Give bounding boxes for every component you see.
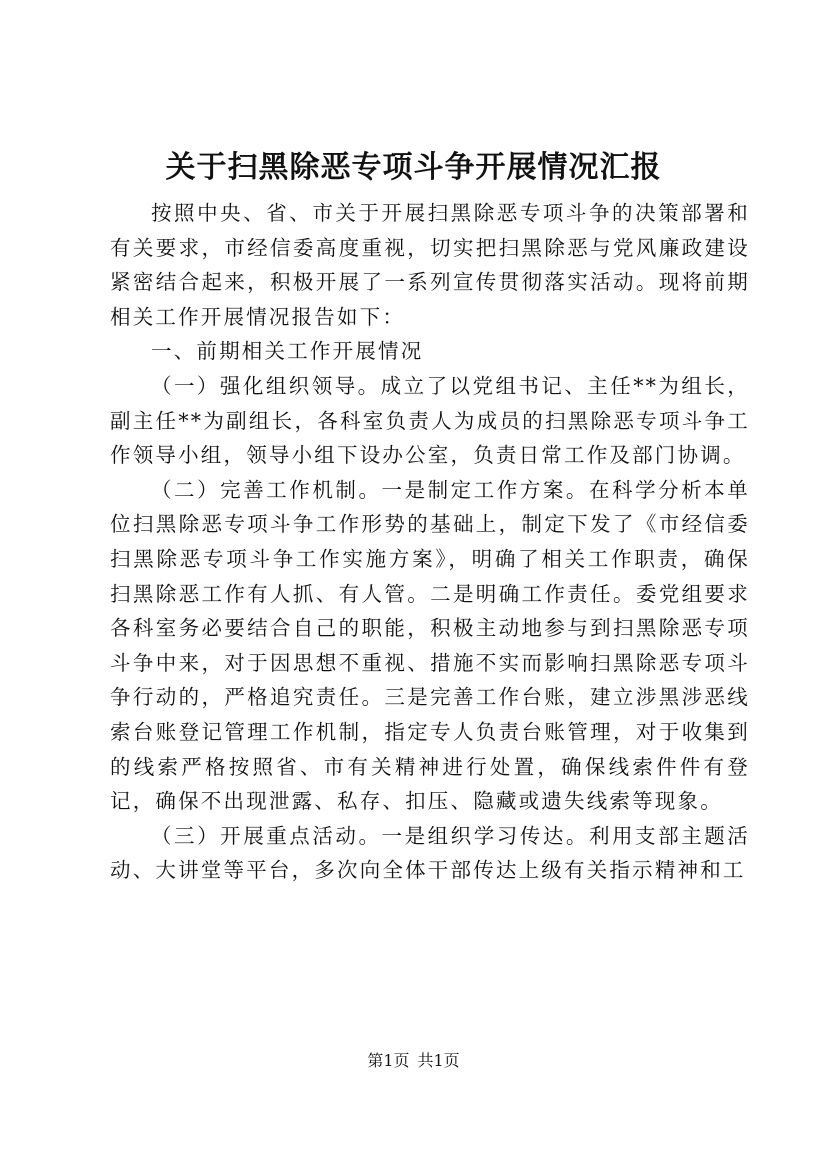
page-total: 共1页 xyxy=(417,1051,460,1070)
paragraph-organization: （一）强化组织领导。成立了以党组书记、主任**为组长，副主任**为副组长，各科室负责人为成员的扫黑除恶专项斗争工作领导小组，领导小组下设办公室，负责日常工作及部门协调。 xyxy=(110,373,750,468)
document-body xyxy=(110,196,750,888)
page-footer xyxy=(0,1050,827,1072)
section-heading-1: 一、前期相关工作开展情况 xyxy=(151,339,424,364)
paragraph-mechanism: （二）完善工作机制。一是制定工作方案。在科学分析本单位扫黑除恶专项斗争工作形势的基础上，制定下发了《市经信委扫黑除恶专项斗争工作实施方案》，明确了相关工作职责，确保扫黑除恶工作有人抓、有人管。二是明确工作责任。委党组要求各科室务必要结合自己的职能，积极主动地参与到扫黑除恶专项斗争中来，对于因思想不重视、措施不实而影响扫黑除恶专项斗争行动的，严格追究责任。三是完善工作台账，建立涉黑涉恶线索台账登记管理工作机制，指定专人负责台账管理，对于收集到的线索严格按照省、市有关精神进行处置，确保线索件件有登记，确保不出现泄露、私存、扣压、隐藏或遗失线索等现象。 xyxy=(110,477,750,814)
document-title: 关于扫黑除恶专项斗争开展情况汇报 xyxy=(165,150,662,185)
paragraph-intro: 按照中央、省、市关于开展扫黑除恶专项斗争的决策部署和有关要求，市经信委高度重视，切实把扫黑除恶与党风廉政建设紧密结合起来，积极开展了一系列宣传贯彻落实活动。现将前期相关工作开展情况报告如下： xyxy=(110,201,750,329)
page-number: 第1页 xyxy=(367,1051,410,1070)
paragraph-activities: （三）开展重点活动。一是组织学习传达。利用支部主题活动、大讲堂等平台，多次向全体干部传达上级有关指示精神和工 xyxy=(110,823,750,883)
